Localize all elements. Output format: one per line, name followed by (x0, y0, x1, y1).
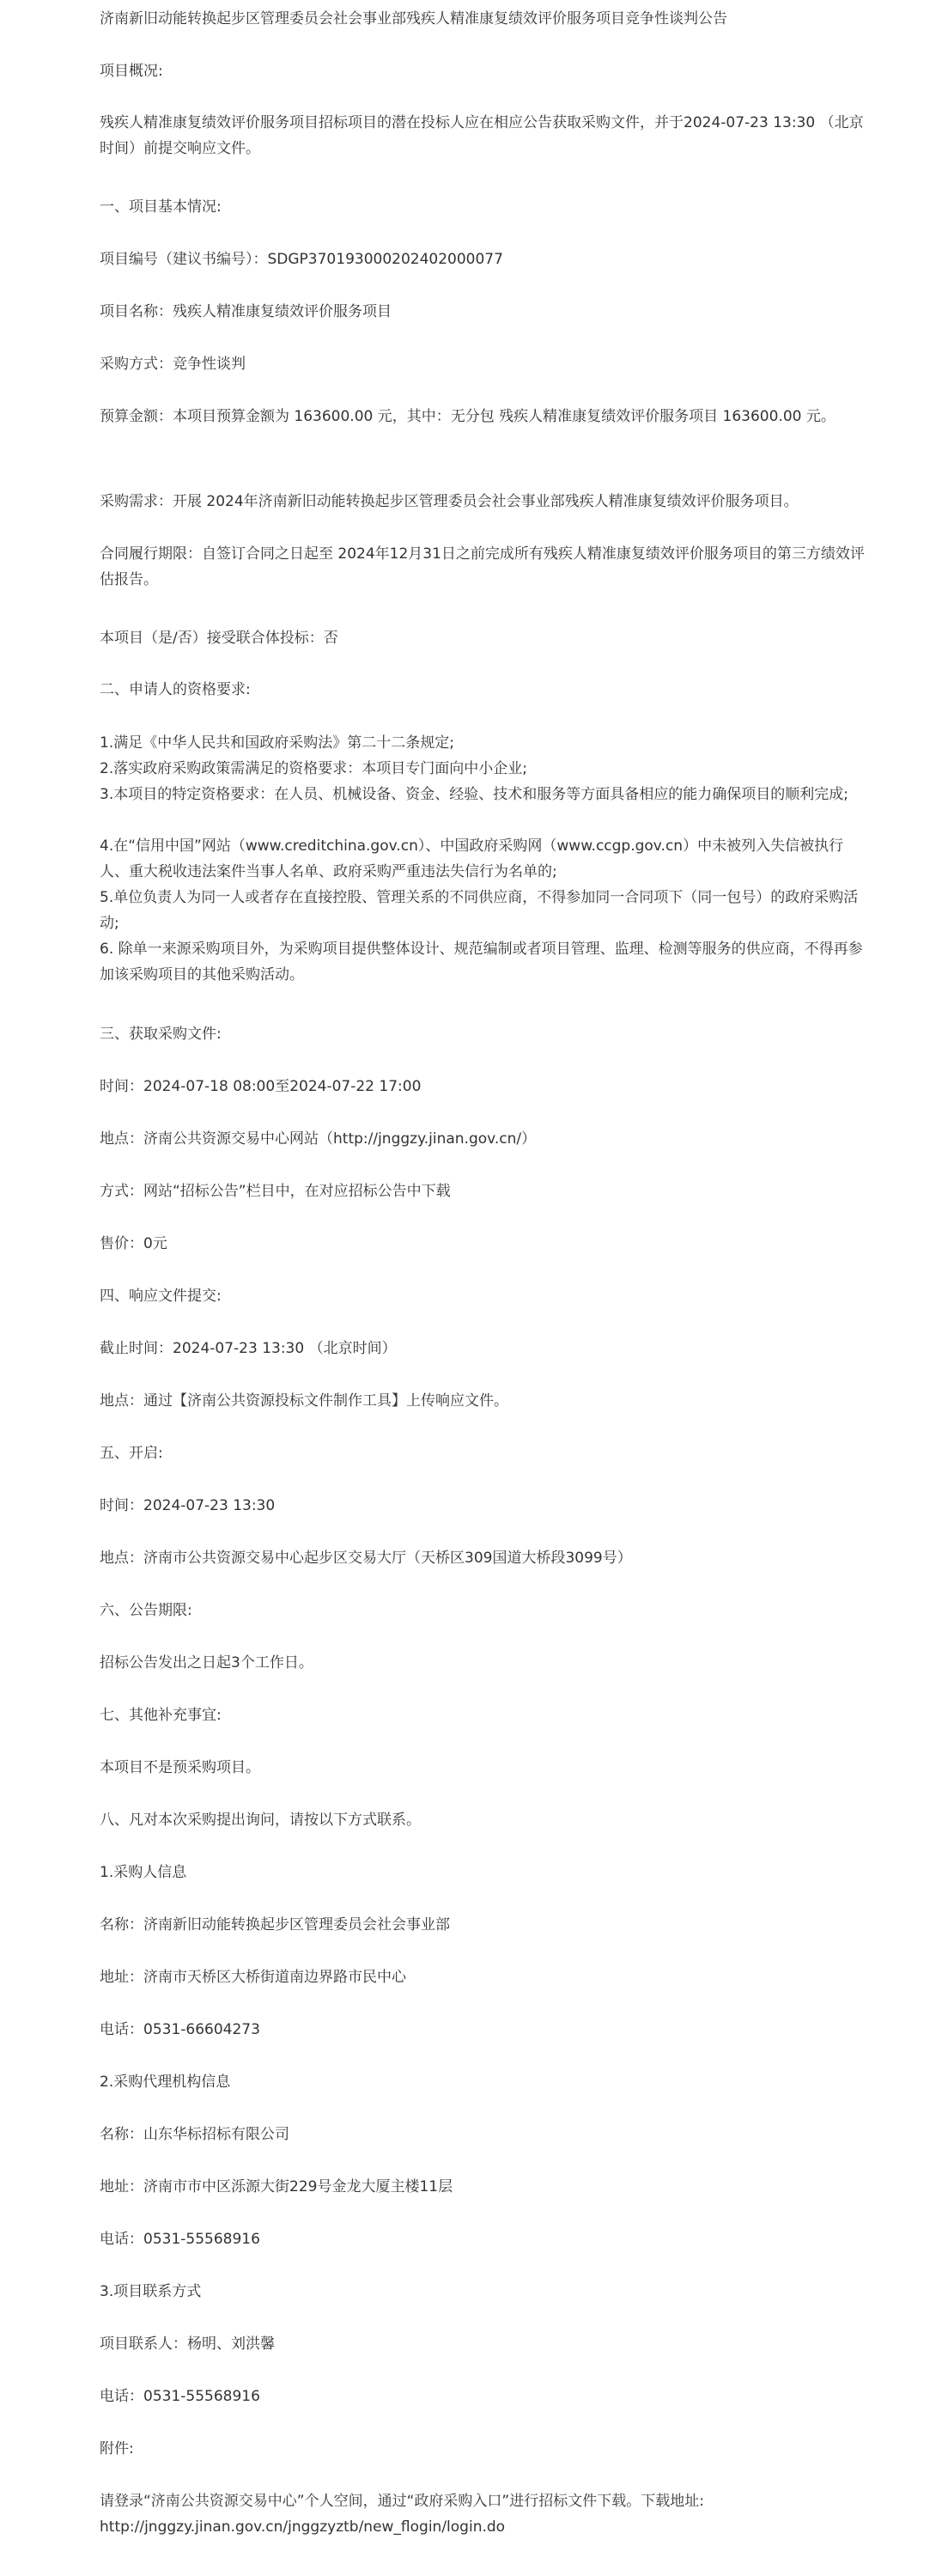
section-5-heading: 五、开启: (100, 1445, 163, 1462)
contract-period: 合同履行期限：自签订合同之日起至 2024年12月31日之前完成所有残疾人精准康复绩效评价服务项目的第三方绩效评估报告。 (100, 545, 865, 588)
document-way: 方式：网站“招标公告”栏目中，在对应招标公告中下载 (100, 1183, 451, 1200)
agency-info-heading: 2.采购代理机构信息 (100, 2074, 231, 2091)
submission-place: 地点：通过【济南公共资源投标文件制作工具】上传响应文件。 (100, 1392, 508, 1410)
buyer-name: 名称：济南新旧动能转换起步区管理委员会社会事业部 (100, 1916, 450, 1934)
document-price: 售价：0元 (100, 1235, 167, 1252)
agency-name: 名称：山东华标招标有限公司 (100, 2126, 289, 2143)
opening-place: 地点：济南市公共资源交易中心起步区交易大厅（天桥区309国道大桥段3099号） (100, 1550, 632, 1567)
section-6-heading: 六、公告期限: (100, 1602, 192, 1619)
qualification-item: 1.满足《中华人民共和国政府采购法》第二十二条规定; (100, 734, 454, 752)
section-1-heading: 一、项目基本情况: (100, 198, 222, 216)
section-7-heading: 七、其他补充事宜: (100, 1707, 222, 1724)
qualification-item: 6. 除单一来源采购项目外，为采购项目提供整体设计、规范编制或者项目管理、监理、检测等服务的供应商，不得再参加该采购项目的其他采购活动。 (100, 941, 863, 984)
notice-period: 招标公告发出之日起3个工作日。 (100, 1654, 313, 1672)
section-4-heading: 四、响应文件提交: (100, 1288, 222, 1305)
opening-time: 时间：2024-07-23 13:30 (100, 1497, 276, 1514)
announcement-title: 济南新旧动能转换起步区管理委员会社会事业部残疾人精准康复绩效评价服务项目竞争性谈判公告 (100, 10, 727, 27)
qualification-item: 3.本项目的特定资格要求：在人员、机械设备、资金、经验、技术和服务等方面具备相应的能力确保项目的顺利完成; (100, 786, 848, 803)
agency-phone: 电话：0531-55568916 (100, 2231, 260, 2248)
attachment-label: 附件: (100, 2440, 134, 2457)
contact-info-heading: 3.项目联系方式 (100, 2283, 202, 2300)
contact-phone: 电话：0531-55568916 (100, 2388, 260, 2405)
section-3-heading: 三、获取采购文件: (100, 1026, 222, 1043)
download-instructions: 请登录“济南公共资源交易中心”个人空间，通过“政府采购入口”进行招标文件下载。下载地址: (100, 2493, 704, 2510)
budget-amount: 预算金额：本项目预算金额为 163600.00 元，其中：无分包 残疾人精准康复绩效评价服务项目 163600.00 元。 (100, 408, 836, 425)
qualification-item: 4.在“信用中国”网站（www.creditchina.gov.cn）、中国政府采购网（www.ccgp.gov.cn）中未被列入失信被执行人、重大税收违法案件当事人名单、政府采购严重违法失信行为名单的; (100, 837, 844, 880)
supplementary-note: 本项目不是预采购项目。 (100, 1759, 260, 1776)
contact-person: 项目联系人：杨明、刘洪馨 (100, 2335, 275, 2353)
submission-deadline: 截止时间：2024-07-23 13:30 （北京时间） (100, 1340, 397, 1357)
consortium-bidding: 本项目（是/否）接受联合体投标：否 (100, 630, 338, 647)
download-link-line (100, 2514, 872, 2540)
agency-address: 地址：济南市市中区泺源大街229号金龙大厦主楼11层 (100, 2178, 453, 2195)
project-number: 项目编号（建议书编号）：SDGP370193000202402000077 (100, 251, 503, 268)
buyer-address: 地址：济南市天桥区大桥街道南边界路市民中心 (100, 1969, 406, 1986)
procurement-demand: 采购需求：开展 2024年济南新旧动能转换起步区管理委员会社会事业部残疾人精准康复绩效评价服务项目。 (100, 493, 799, 510)
section-2-heading: 二、申请人的资格要求: (100, 681, 251, 698)
procurement-method: 采购方式：竞争性谈判 (100, 356, 246, 373)
qualification-item: 5.单位负责人为同一人或者存在直接控股、管理关系的不同供应商，不得参加同一合同项下（同一包号）的政府采购活动; (100, 889, 859, 932)
buyer-info-heading: 1.采购人信息 (100, 1864, 187, 1881)
download-link[interactable]: http://jnggzy.jinan.gov.cn/jnggzyztb/new_flogin/login.do (100, 2518, 506, 2536)
buyer-phone: 电话：0531-66604273 (100, 2021, 260, 2038)
document-place: 地点：济南公共资源交易中心网站（http://jnggzy.jinan.gov.cn/） (100, 1130, 537, 1148)
project-name: 项目名称：残疾人精准康复绩效评价服务项目 (100, 303, 392, 320)
section-8-heading: 八、凡对本次采购提出询问，请按以下方式联系。 (100, 1812, 421, 1829)
qualification-item: 2.落实政府采购政策需满足的资格要求：本项目专门面向中小企业; (100, 760, 527, 777)
overview-text: 残疾人精准康复绩效评价服务项目招标项目的潜在投标人应在相应公告获取采购文件，并于2024-07-23 13:30 （北京时间）前提交响应文件。 (100, 114, 864, 157)
document-time: 时间：2024-07-18 08:00至2024-07-22 17:00 (100, 1078, 422, 1095)
overview-heading: 项目概况: (100, 63, 163, 80)
